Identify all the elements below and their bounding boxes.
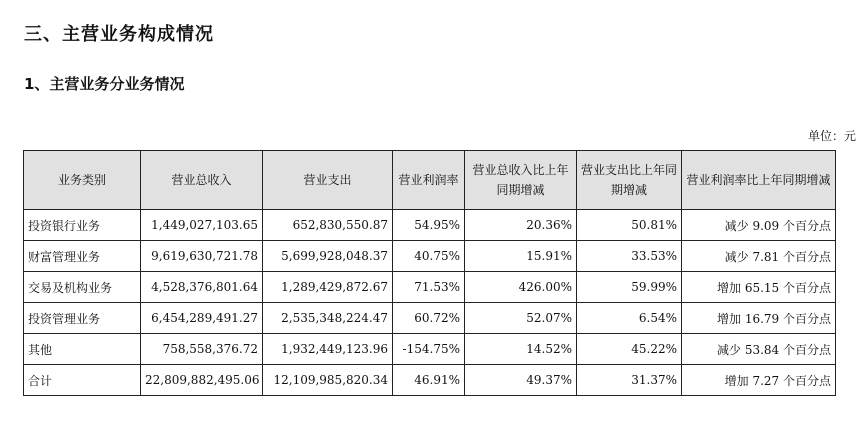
cell-revenue-yoy: 426.00%: [465, 272, 577, 303]
cell-expense-yoy: 45.22%: [577, 334, 682, 365]
cell-category: 投资管理业务: [24, 303, 141, 334]
business-segment-table: [23, 150, 836, 396]
cell-expense-yoy: 50.81%: [577, 210, 682, 241]
cell-profit-margin: 40.75%: [393, 241, 465, 272]
section-title: 三、主营业务构成情况: [24, 24, 214, 45]
cell-revenue-yoy: 52.07%: [465, 303, 577, 334]
cell-expense-yoy: 6.54%: [577, 303, 682, 334]
cell-total-revenue: 758,558,376.72: [141, 334, 263, 365]
cell-category: 财富管理业务: [24, 241, 141, 272]
cell-operating-expense: 1,289,429,872.67: [263, 272, 393, 303]
cell-profit-margin: 46.91%: [393, 365, 465, 396]
table-row: [24, 210, 836, 241]
cell-revenue-yoy: 49.37%: [465, 365, 577, 396]
cell-revenue-yoy: 14.52%: [465, 334, 577, 365]
subsection-title: 1、主营业务分业务情况: [24, 75, 185, 93]
cell-operating-expense: 2,535,348,224.47: [263, 303, 393, 334]
cell-category: 投资银行业务: [24, 210, 141, 241]
cell-operating-expense: 5,699,928,048.37: [263, 241, 393, 272]
cell-operating-expense: 1,932,449,123.96: [263, 334, 393, 365]
cell-revenue-yoy: 15.91%: [465, 241, 577, 272]
cell-total-revenue: 4,528,376,801.64: [141, 272, 263, 303]
cell-profit-margin: -154.75%: [393, 334, 465, 365]
cell-expense-yoy: 59.99%: [577, 272, 682, 303]
cell-revenue-yoy: 20.36%: [465, 210, 577, 241]
cell-category: 交易及机构业务: [24, 272, 141, 303]
cell-total-revenue: 9,619,630,721.78: [141, 241, 263, 272]
cell-operating-expense: 652,830,550.87: [263, 210, 393, 241]
table-row: [24, 334, 836, 365]
cell-total-revenue: 1,449,027,103.65: [141, 210, 263, 241]
cell-margin-yoy: 减少 53.84 个百分点: [682, 334, 836, 365]
cell-category: 其他: [24, 334, 141, 365]
cell-total-revenue: 22,809,882,495.06: [141, 365, 263, 396]
cell-expense-yoy: 33.53%: [577, 241, 682, 272]
header-operating-expense: 营业支出: [263, 151, 393, 210]
cell-profit-margin: 60.72%: [393, 303, 465, 334]
cell-margin-yoy: 减少 7.81 个百分点: [682, 241, 836, 272]
header-revenue-yoy: 营业总收入比上年同期增减: [465, 151, 577, 210]
cell-margin-yoy: 减少 9.09 个百分点: [682, 210, 836, 241]
header-expense-yoy: 营业支出比上年同期增减: [577, 151, 682, 210]
table-row: [24, 241, 836, 272]
header-total-revenue: 营业总收入: [141, 151, 263, 210]
cell-profit-margin: 71.53%: [393, 272, 465, 303]
table-row: [24, 272, 836, 303]
cell-total-revenue: 6,454,289,491.27: [141, 303, 263, 334]
cell-margin-yoy: 增加 16.79 个百分点: [682, 303, 836, 334]
table-row: [24, 303, 836, 334]
cell-operating-expense: 12,109,985,820.34: [263, 365, 393, 396]
header-margin-yoy: 营业利润率比上年同期增减: [682, 151, 836, 210]
unit-label: 单位：元: [807, 129, 856, 143]
cell-margin-yoy: 增加 65.15 个百分点: [682, 272, 836, 303]
cell-category: 合计: [24, 365, 141, 396]
cell-profit-margin: 54.95%: [393, 210, 465, 241]
cell-expense-yoy: 31.37%: [577, 365, 682, 396]
table-header-row: [24, 151, 836, 210]
table-row-total: [24, 365, 836, 396]
cell-margin-yoy: 增加 7.27 个百分点: [682, 365, 836, 396]
header-category: 业务类别: [24, 151, 141, 210]
header-profit-margin: 营业利润率: [393, 151, 465, 210]
